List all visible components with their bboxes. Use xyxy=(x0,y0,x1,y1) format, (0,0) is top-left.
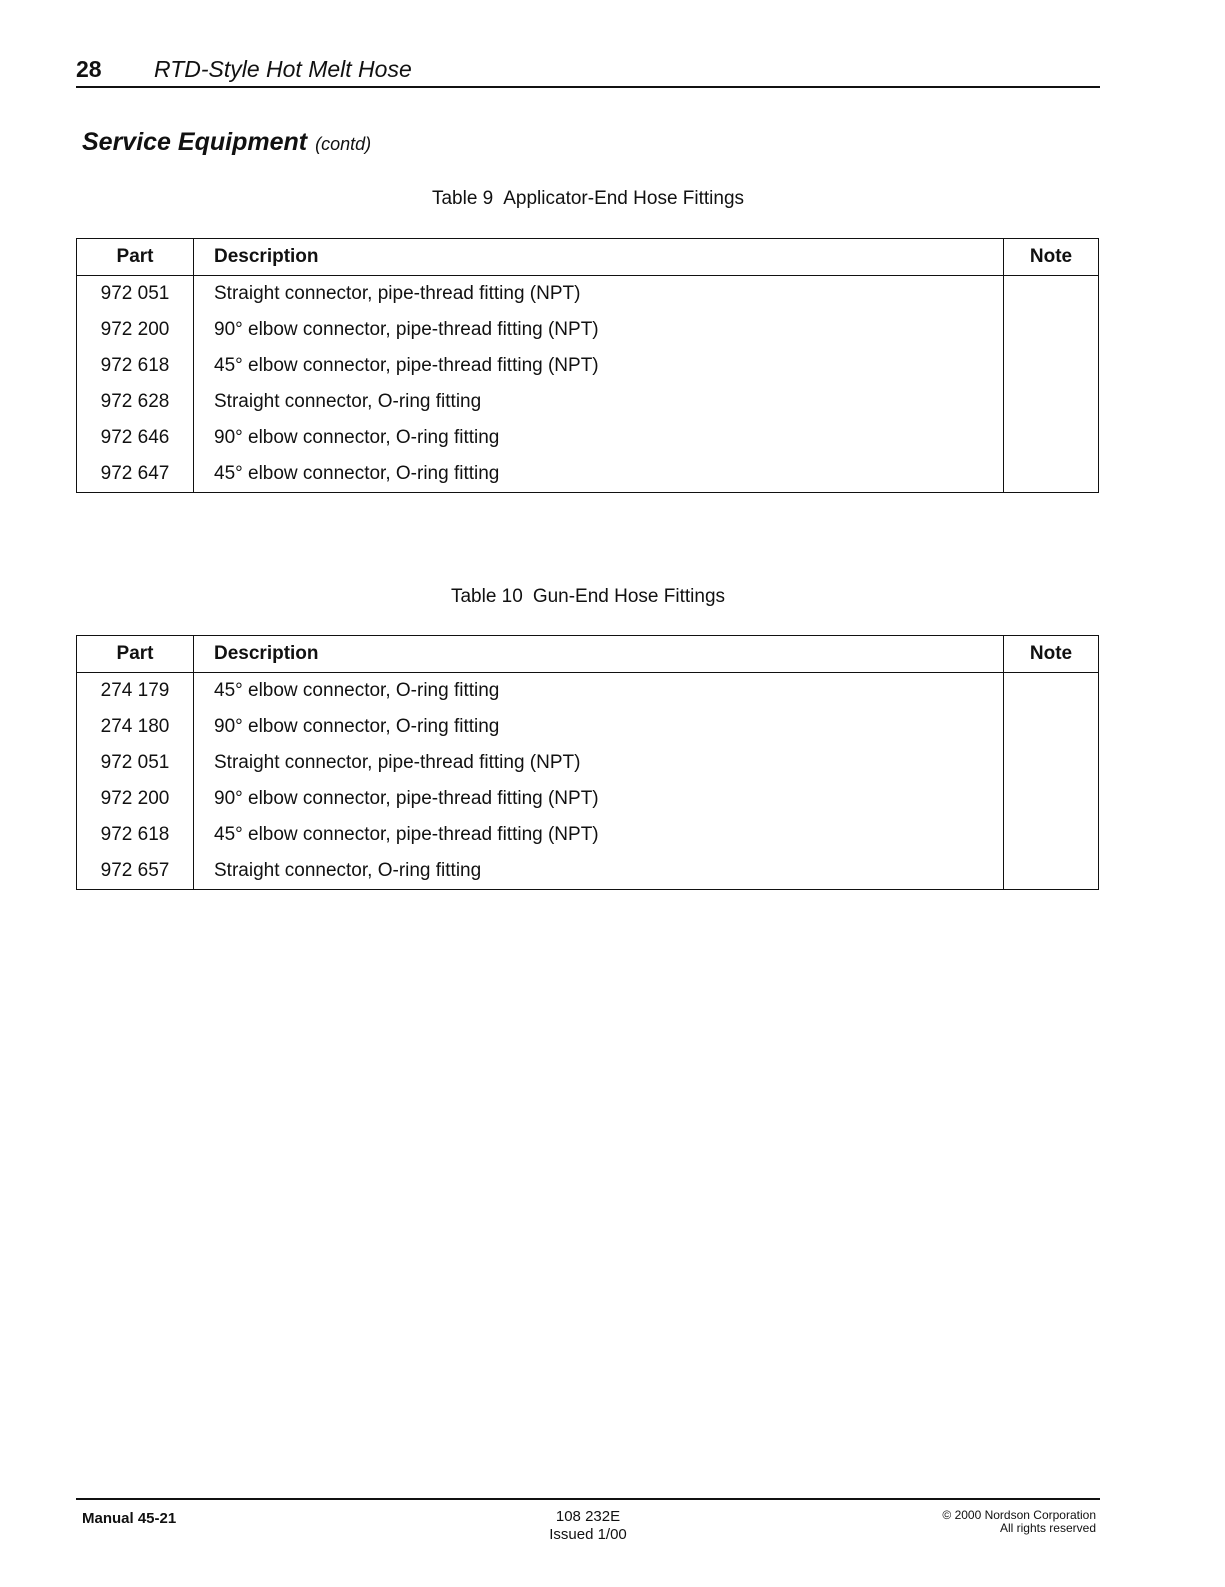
part-description: 45° elbow connector, O-ring fitting xyxy=(194,456,1004,493)
part-number: 274 179 xyxy=(77,673,194,710)
part-description: 90° elbow connector, pipe-thread fitting (NPT) xyxy=(194,312,1004,348)
part-number: 972 200 xyxy=(77,312,194,348)
header-part: Part xyxy=(77,636,194,673)
part-description: 90° elbow connector, O-ring fitting xyxy=(194,709,1004,745)
table-row xyxy=(77,420,1099,456)
part-note xyxy=(1004,276,1099,313)
page-header xyxy=(76,54,1100,88)
part-note xyxy=(1004,709,1099,745)
part-note xyxy=(1004,456,1099,493)
part-note xyxy=(1004,853,1099,890)
part-number: 972 657 xyxy=(77,853,194,890)
table9-caption-number: Table 9 xyxy=(431,188,494,209)
table-header-row xyxy=(77,636,1099,673)
part-number: 972 051 xyxy=(77,276,194,313)
header-description: Description xyxy=(194,239,1004,276)
copyright-text: © 2000 Nordson Corporation xyxy=(942,1508,1096,1522)
part-note xyxy=(1004,781,1099,817)
table-row xyxy=(77,276,1099,313)
part-number: 274 180 xyxy=(77,709,194,745)
table-row xyxy=(77,817,1099,853)
header-note: Note xyxy=(1004,636,1099,673)
part-description: 45° elbow connector, pipe-thread fitting (NPT) xyxy=(194,817,1004,853)
page-footer xyxy=(76,1498,1100,1543)
header-description: Description xyxy=(194,636,1004,673)
manual-number: Manual 45-21 xyxy=(82,1510,177,1527)
table-row xyxy=(77,709,1099,745)
part-note xyxy=(1004,348,1099,384)
page-number: 28 xyxy=(76,56,102,82)
footer-doc-info xyxy=(488,1508,688,1544)
part-description: 45° elbow connector, pipe-thread fitting (NPT) xyxy=(194,348,1004,384)
table10-caption-number: Table 10 xyxy=(450,586,523,607)
table-row xyxy=(77,673,1099,710)
part-number: 972 618 xyxy=(77,817,194,853)
part-number: 972 051 xyxy=(77,745,194,781)
part-number: 972 200 xyxy=(77,781,194,817)
part-number: 972 618 xyxy=(77,348,194,384)
table9-caption-title: Applicator-End Hose Fittings xyxy=(503,188,745,209)
section-contd: (contd) xyxy=(315,134,372,154)
section-heading xyxy=(82,128,371,157)
table-row xyxy=(77,312,1099,348)
table9 xyxy=(76,238,1099,493)
table9-caption xyxy=(76,188,1100,210)
table-header-row xyxy=(77,239,1099,276)
part-description: Straight connector, O-ring fitting xyxy=(194,384,1004,420)
header-note: Note xyxy=(1004,239,1099,276)
rights-text: All rights reserved xyxy=(999,1521,1096,1535)
part-number: 972 647 xyxy=(77,456,194,493)
part-description: 90° elbow connector, O-ring fitting xyxy=(194,420,1004,456)
part-number: 972 628 xyxy=(77,384,194,420)
section-title: Service Equipment xyxy=(82,128,308,156)
table-row xyxy=(77,853,1099,890)
part-description: 90° elbow connector, pipe-thread fitting (NPT) xyxy=(194,781,1004,817)
part-note xyxy=(1004,384,1099,420)
document-number: 108 232E xyxy=(555,1508,621,1525)
part-note xyxy=(1004,817,1099,853)
issue-date: Issued 1/00 xyxy=(549,1526,627,1543)
table-row xyxy=(77,781,1099,817)
document-title: RTD-Style Hot Melt Hose xyxy=(154,56,412,82)
table-row xyxy=(77,384,1099,420)
table10-caption-title: Gun-End Hose Fittings xyxy=(532,586,726,607)
footer-copyright xyxy=(942,1509,1096,1535)
table-row xyxy=(77,745,1099,781)
part-number: 972 646 xyxy=(77,420,194,456)
part-note xyxy=(1004,745,1099,781)
part-description: 45° elbow connector, O-ring fitting xyxy=(194,673,1004,710)
part-description: Straight connector, pipe-thread fitting (NPT) xyxy=(194,745,1004,781)
table-row xyxy=(77,456,1099,493)
table-row xyxy=(77,348,1099,384)
part-description: Straight connector, O-ring fitting xyxy=(194,853,1004,890)
part-note xyxy=(1004,312,1099,348)
part-description: Straight connector, pipe-thread fitting (NPT) xyxy=(194,276,1004,313)
table10 xyxy=(76,635,1099,890)
header-part: Part xyxy=(77,239,194,276)
part-note xyxy=(1004,420,1099,456)
part-note xyxy=(1004,673,1099,710)
table10-caption xyxy=(76,586,1100,608)
